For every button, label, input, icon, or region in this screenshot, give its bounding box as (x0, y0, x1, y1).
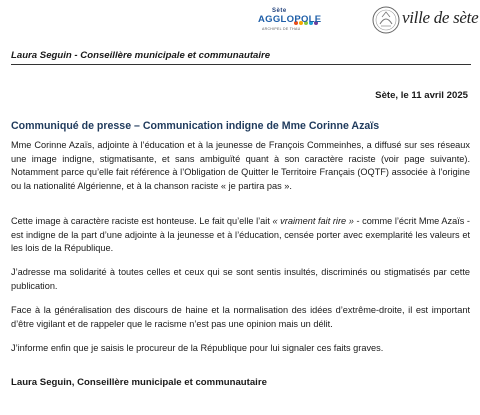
paragraph-2-end: - comme l’écrit Mme Azaïs - est indigne de la part d’une adjointe à la jeunesse et à l’éducation, censée porter avec exemplarité les valeurs et les lois de la République. (11, 216, 470, 254)
signature-role: Conseillère municipale et communautaire (77, 377, 267, 388)
ville-de-sete-logo: ville de sète (402, 8, 479, 27)
signature-name: Laura Seguin, (11, 377, 75, 388)
document-date: Sète, le 11 avril 2025 (375, 90, 468, 101)
agglo-logo-sub: ARCHIPEL DE THAU (262, 27, 301, 31)
agglopole-logo (252, 6, 342, 36)
agglo-logo-main: AGGLOPOLE (258, 14, 322, 25)
document-title: Communiqué de presse – Communication indigne de Mme Corinne Azaïs (11, 120, 380, 132)
header-divider (11, 64, 471, 65)
agglo-logo-top: Sète (272, 8, 287, 14)
paragraph-2-start: Cette image à caractère raciste est honteuse. Le fait qu’elle l’ait (11, 216, 273, 226)
paragraph-5: J’informe enfin que je saisis le procureur de la République pour lui signaler ces faits graves. (11, 343, 384, 353)
city-seal-icon (372, 5, 400, 35)
signature (11, 377, 267, 388)
paragraph-2 (11, 215, 470, 256)
header-author: Laura Seguin - Conseillère municipale et communautaire (11, 50, 271, 61)
paragraph-3: J’adresse ma solidarité à toutes celles et ceux qui se sont sentis insultés, discriminés ou stigmatisés par cette publication. (11, 267, 470, 291)
paragraph-4: Face à la généralisation des discours de haine et la normalisation des idées d’extrême-droite, il est important d’être vigilant et de rappeler que le racisme n’est pas une opinion mais un délit. (11, 305, 470, 329)
paragraph-2-quote: « vraiment fait rire » (272, 216, 354, 226)
paragraph-1: Mme Corinne Azaïs, adjointe à l’éducation et à la jeunesse de François Commeinhes, a diffusé sur ses réseaux une image indigne, stigmatisante, et sans ambiguïté quant à son caractère raciste (voir page suivante). Notamment parce qu’elle fait référence à l’Obligation de Quitter le Territoire Français (OQTF) associée à l’origine ou la nationalité Algérienne, et à la chanson raciste « je partira pas ». (11, 140, 470, 191)
